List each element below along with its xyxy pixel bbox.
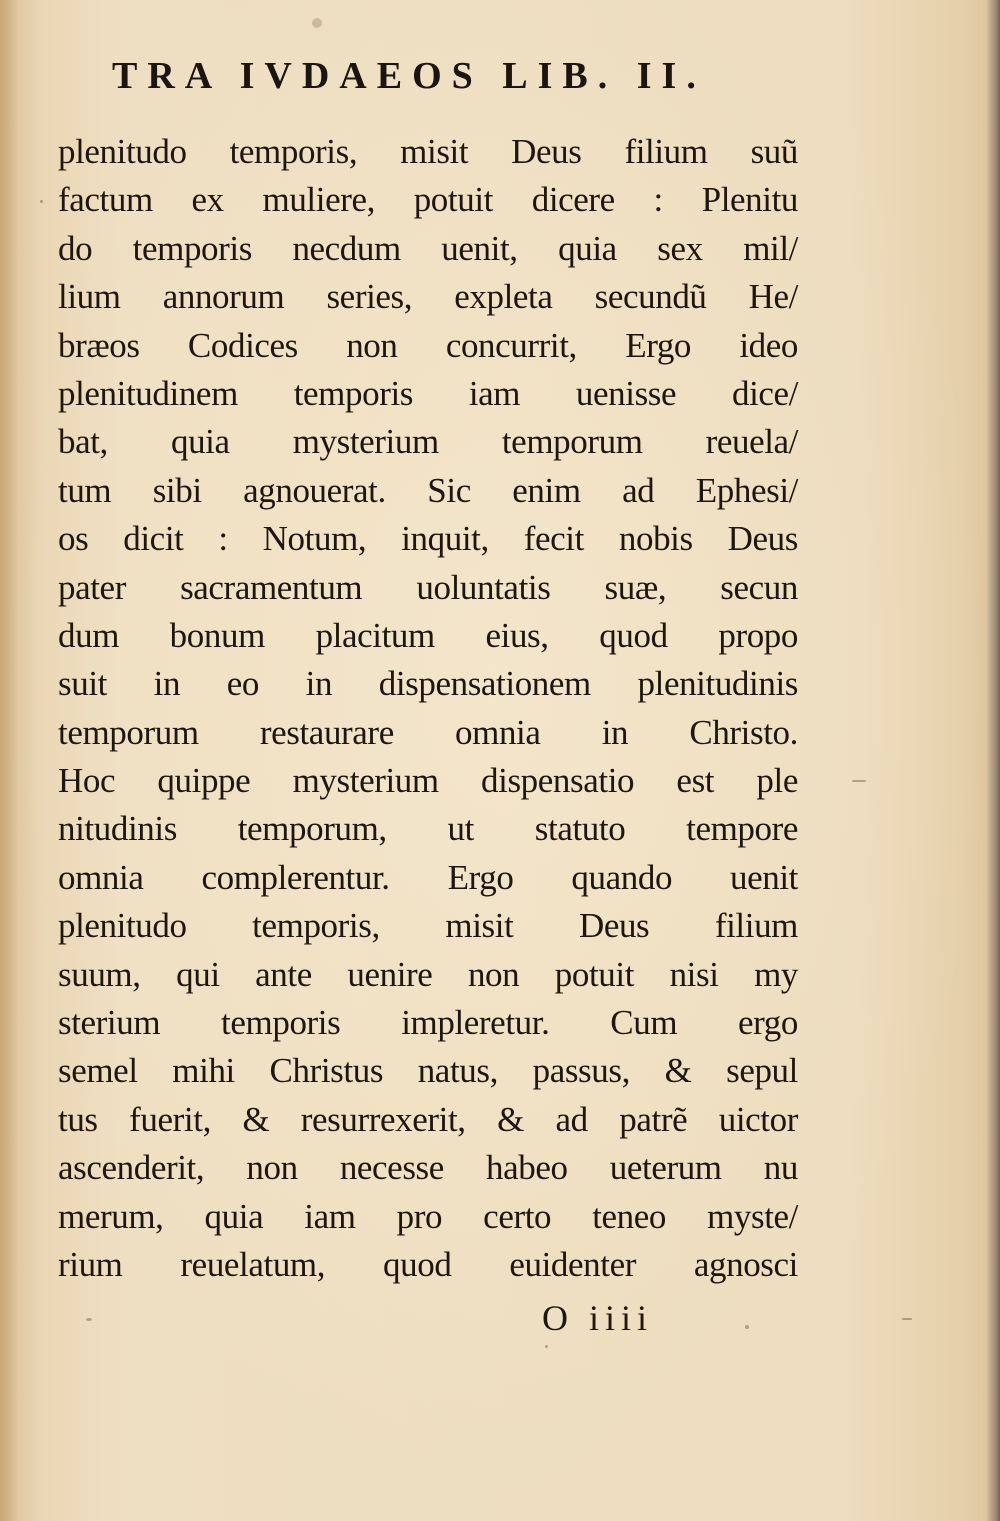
paper-speck bbox=[902, 1318, 912, 1320]
text-line: ascenderit, non necesse habeo ueterum nu bbox=[58, 1148, 798, 1188]
body-text bbox=[58, 128, 798, 1289]
text-line: tum sibi agnouerat. Sic enim ad Ephesi/ bbox=[58, 470, 798, 510]
paper-speck bbox=[545, 1345, 548, 1348]
text-line: bræos Codices non concurrit, Ergo ideo bbox=[58, 325, 798, 365]
text-line: semel mihi Christus natus, passus, & sepul bbox=[58, 1051, 798, 1091]
running-header: TRA IVDAEOS LIB. II. bbox=[112, 55, 706, 97]
text-line: suit in eo in dispensationem plenitudinis bbox=[58, 664, 798, 704]
paper-speck bbox=[312, 18, 322, 28]
text-line: rium reuelatum, quod euidenter agnosci bbox=[58, 1244, 798, 1284]
text-line: tus fuerit, & resurrexerit, & ad patrẽ uictor bbox=[58, 1099, 798, 1139]
text-line: pater sacramentum uoluntatis suæ, secun bbox=[58, 567, 798, 607]
text-line: lium annorum series, expleta secundũ He/ bbox=[58, 277, 798, 317]
paper-speck bbox=[852, 780, 866, 782]
text-line: plenitudinem temporis iam uenisse dice/ bbox=[58, 373, 798, 413]
text-line: plenitudo temporis, misit Deus filium suũ bbox=[58, 132, 798, 171]
signature-mark: O iiii bbox=[542, 1298, 654, 1338]
page-gutter-shadow bbox=[0, 0, 18, 1521]
text-line: temporum restaurare omnia in Christo. bbox=[58, 712, 798, 752]
text-line: bat, quia mysterium temporum reuela/ bbox=[58, 422, 798, 462]
text-line: plenitudo temporis, misit Deus filium bbox=[58, 906, 798, 946]
text-line: sterium temporis impleretur. Cum ergo bbox=[58, 1003, 798, 1043]
text-line: omnia complerentur. Ergo quando uenit bbox=[58, 857, 798, 897]
text-line: Hoc quippe mysterium dispensatio est ple bbox=[58, 761, 798, 801]
text-line: do temporis necdum uenit, quia sex mil/ bbox=[58, 228, 798, 268]
text-line: os dicit : Notum, inquit, fecit nobis Deus bbox=[58, 519, 798, 559]
text-line: nitudinis temporum, ut statuto tempore bbox=[58, 809, 798, 849]
text-line: factum ex muliere, potuit dicere : Plenitu bbox=[58, 180, 798, 220]
paper-speck bbox=[40, 200, 43, 203]
paper-speck bbox=[745, 1325, 749, 1329]
text-line: merum, quia iam pro certo teneo myste/ bbox=[58, 1196, 798, 1236]
paper-speck bbox=[86, 1318, 92, 1321]
page-edge-shadow bbox=[986, 0, 1000, 1521]
text-line: dum bonum placitum eius, quod propo bbox=[58, 615, 798, 655]
text-line: suum, qui ante uenire non potuit nisi my bbox=[58, 954, 798, 994]
